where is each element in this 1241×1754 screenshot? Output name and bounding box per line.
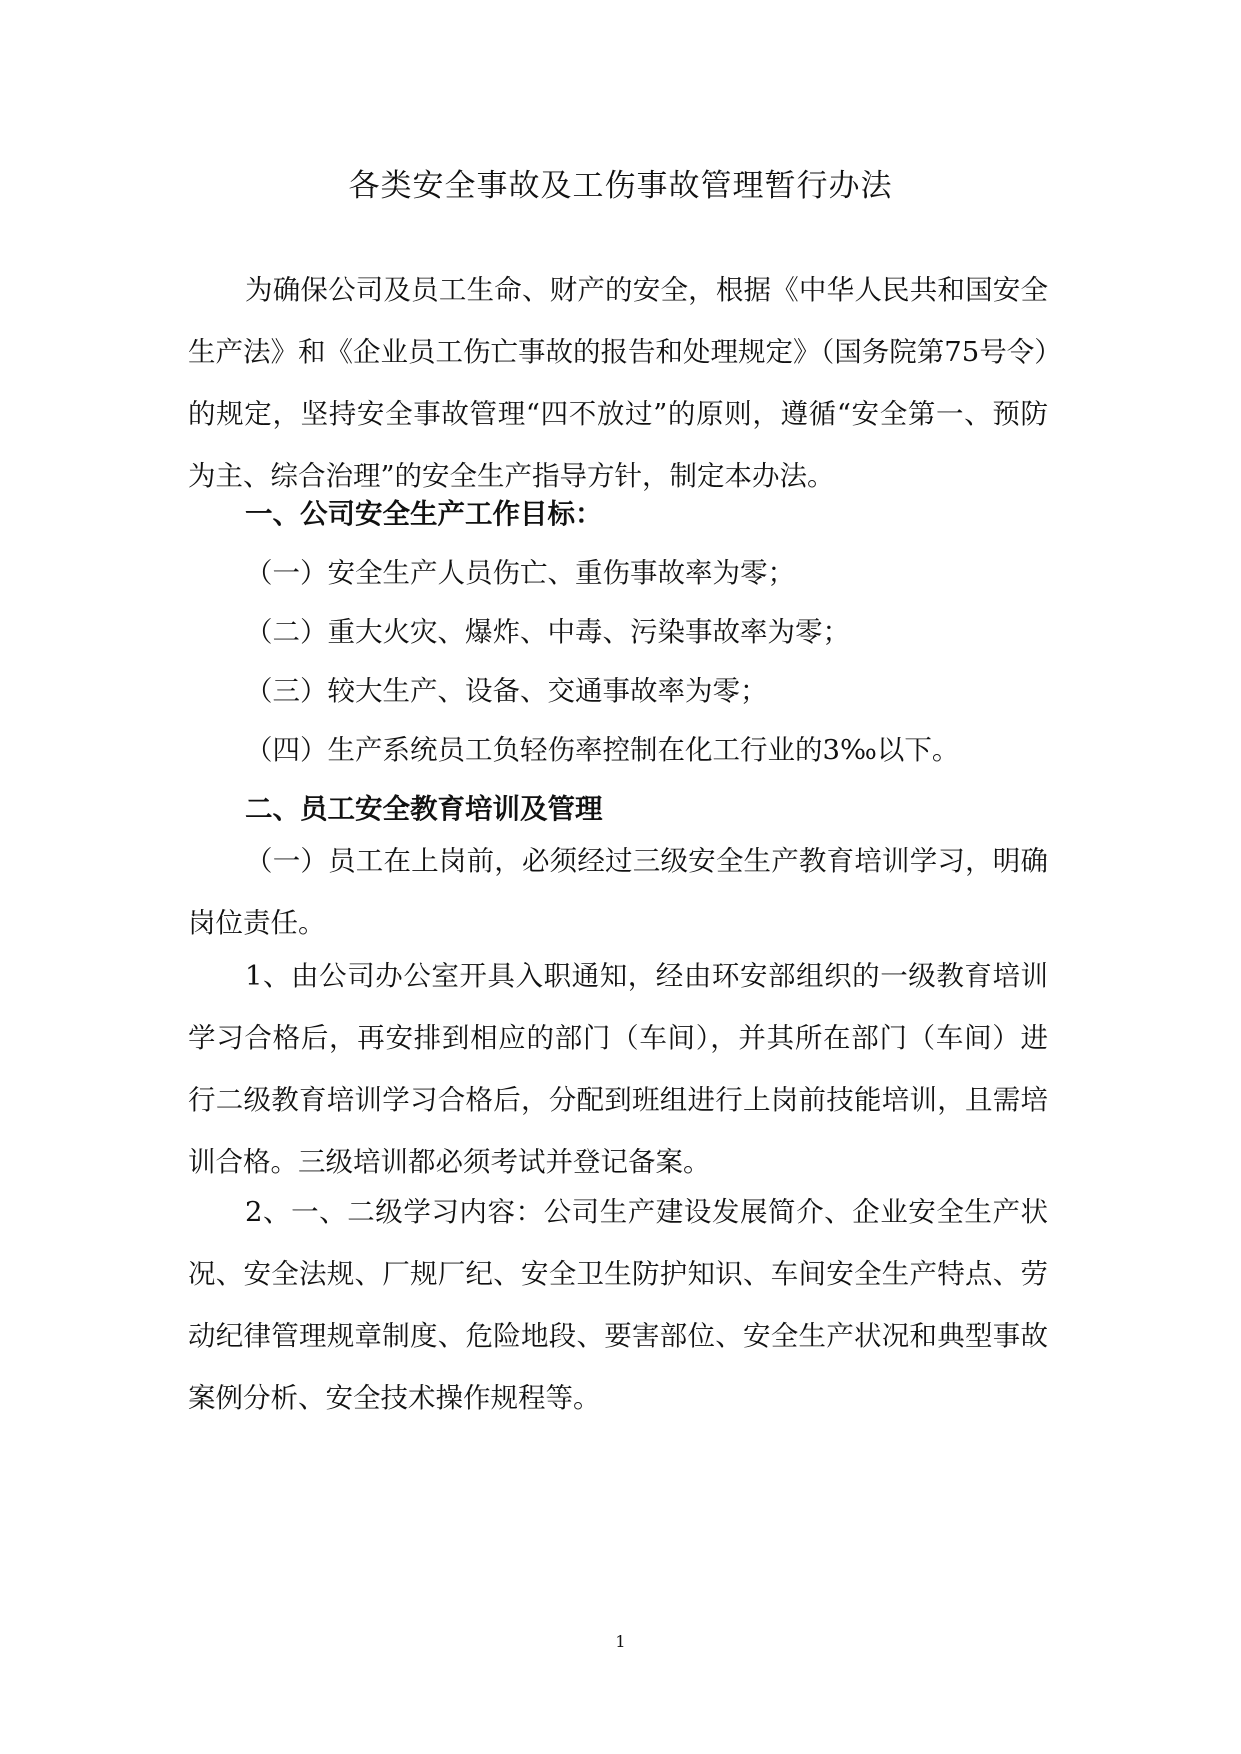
page-number: 1 xyxy=(615,1632,626,1651)
goal-item-3: （三）较大生产、设备、交通事故率为零； xyxy=(245,675,768,707)
section-1-heading: 一、公司安全生产工作目标： xyxy=(245,498,603,530)
goal-item-1: （一）安全生产人员伤亡、重伤事故率为零； xyxy=(245,557,795,589)
training-requirement-paragraph: （一）员工在上岗前，必须经过三级安全生产教育培训学习，明确岗位责任。 xyxy=(188,845,1048,939)
training-procedure-paragraph: 1、由公司办公室开具入职通知，经由环安部组织的一级教育培训学习合格后，再安排到相应的部门（车间），并其所在部门（车间）进行二级教育培训学习合格后，分配到班组进行上岗前技能培训，且需培训合格。三级培训都必须考试并登记备案。 xyxy=(188,960,1048,1178)
document-title: 各类安全事故及工伤事故管理暂行办法 xyxy=(348,168,893,204)
section-2-heading: 二、员工安全教育培训及管理 xyxy=(245,793,603,825)
training-content-paragraph: 2、一、二级学习内容：公司生产建设发展简介、企业安全生产状况、安全法规、厂规厂纪、安全卫生防护知识、车间安全生产特点、劳动纪律管理规章制度、危险地段、要害部位、安全生产状况和典型事故案例分析、安全技术操作规程等。 xyxy=(188,1196,1048,1414)
intro-paragraph: 为确保公司及员工生命、财产的安全，根据《中华人民共和国安全生产法》和《企业员工伤亡事故的报告和处理规定》（国务院第75号令）的规定，坚持安全事故管理“四不放过”的原则，遵循“安全第一、预防为主、综合治理”的安全生产指导方针，制定本办法。 xyxy=(188,274,1048,492)
goal-item-4: （四）生产系统员工负轻伤率控制在化工行业的3‰以下。 xyxy=(245,734,960,766)
goal-item-2: （二）重大火灾、爆炸、中毒、污染事故率为零； xyxy=(245,616,850,648)
